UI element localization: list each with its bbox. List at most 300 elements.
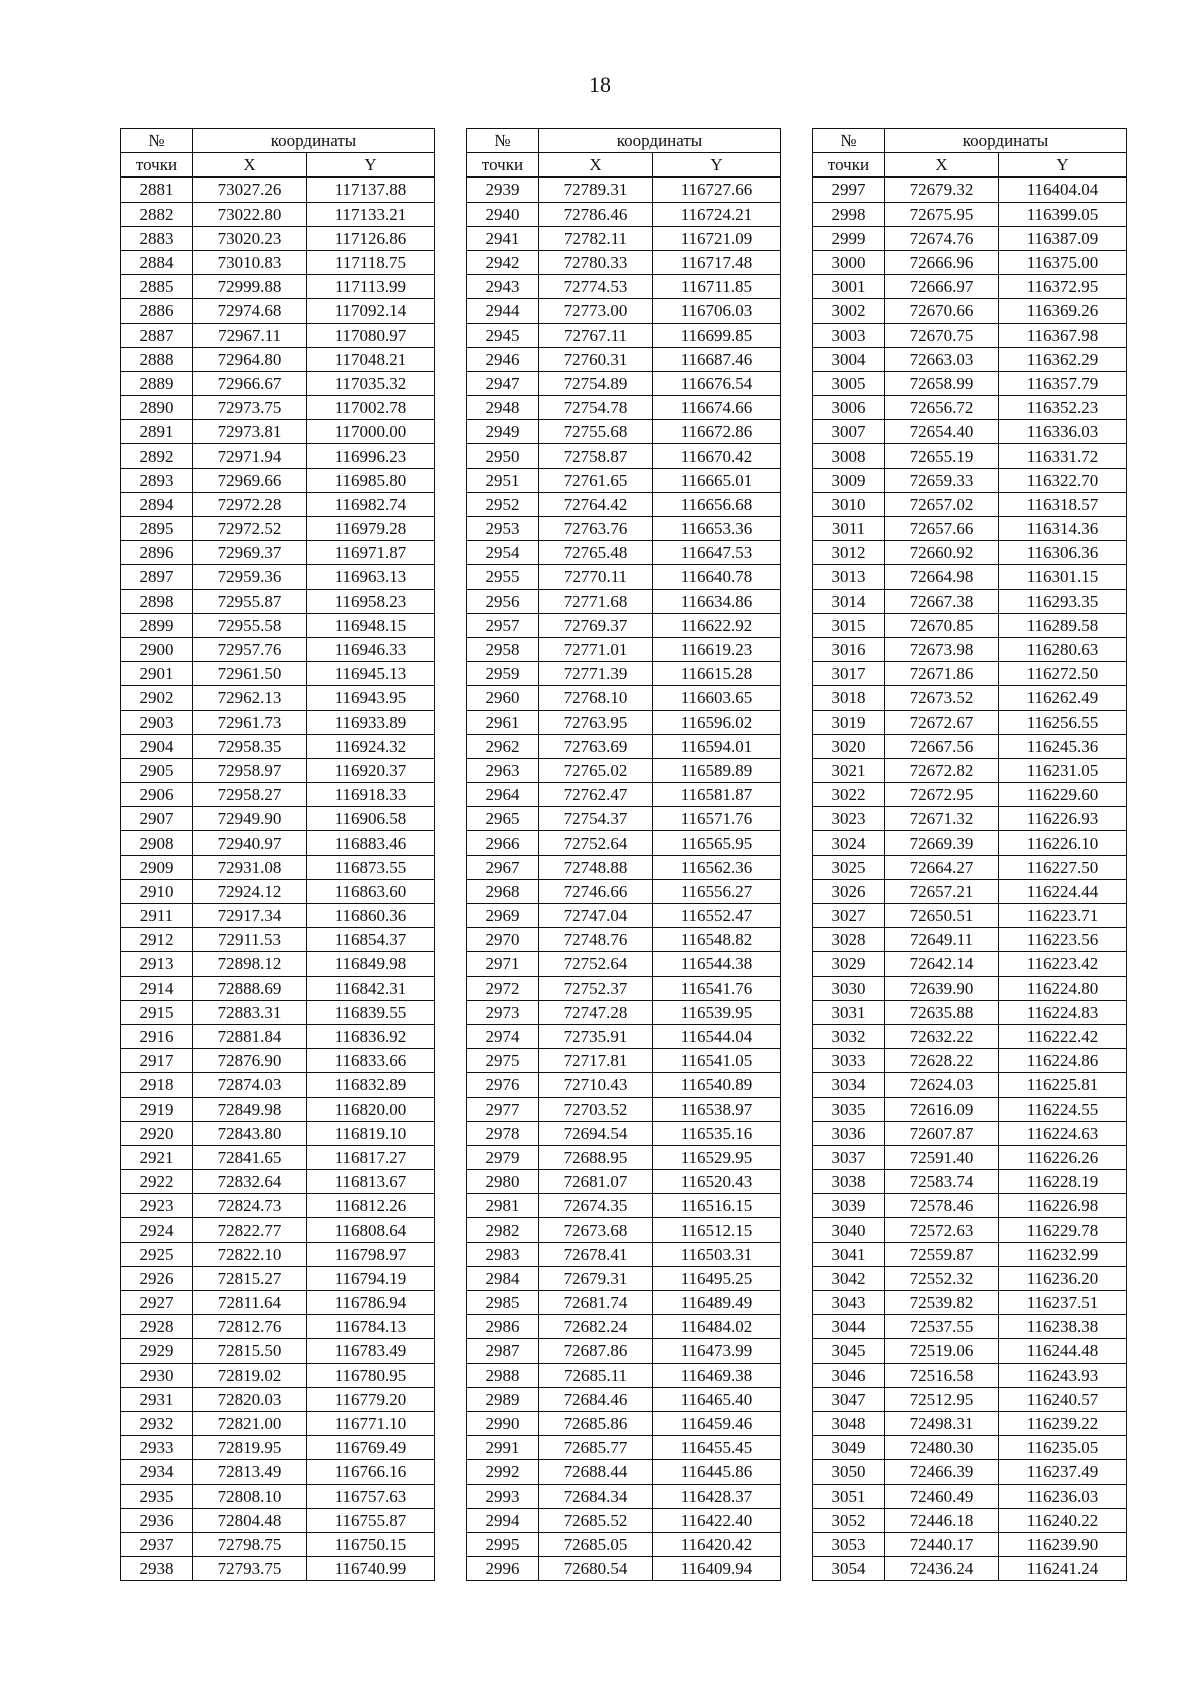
y-coordinate-cell: 116750.15	[307, 1532, 435, 1556]
x-coordinate-cell: 72685.52	[539, 1508, 653, 1532]
y-coordinate-cell: 116293.35	[999, 589, 1127, 613]
point-number-cell: 2918	[121, 1073, 193, 1097]
y-coordinate-cell: 116229.78	[999, 1218, 1127, 1242]
y-coordinate-cell: 116963.13	[307, 565, 435, 589]
y-coordinate-cell: 116512.15	[653, 1218, 781, 1242]
y-coordinate-cell: 116331.72	[999, 444, 1127, 468]
point-number-cell: 2895	[121, 517, 193, 541]
point-number-cell: 2923	[121, 1194, 193, 1218]
x-coordinate-cell: 72761.65	[539, 468, 653, 492]
point-number-cell: 2927	[121, 1291, 193, 1315]
table-row	[121, 613, 435, 637]
x-coordinate-cell: 72656.72	[885, 396, 999, 420]
table-body	[813, 177, 1127, 1580]
y-coordinate-cell: 116711.85	[653, 275, 781, 299]
point-number-cell: 3027	[813, 904, 885, 928]
y-coordinate-cell: 116541.05	[653, 1049, 781, 1073]
x-coordinate-cell: 72682.24	[539, 1315, 653, 1339]
y-coordinate-cell: 116771.10	[307, 1411, 435, 1435]
point-number-cell: 2950	[467, 444, 539, 468]
point-number-cell: 2885	[121, 275, 193, 299]
x-coordinate-cell: 72815.27	[193, 1266, 307, 1290]
y-coordinate-cell: 116224.83	[999, 1000, 1127, 1024]
y-coordinate-cell: 117002.78	[307, 396, 435, 420]
point-number-cell: 3019	[813, 710, 885, 734]
point-number-cell: 2934	[121, 1460, 193, 1484]
table-row	[121, 1121, 435, 1145]
point-number-cell: 2928	[121, 1315, 193, 1339]
x-coordinate-cell: 72815.50	[193, 1339, 307, 1363]
y-coordinate-cell: 116336.03	[999, 420, 1127, 444]
point-number-cell: 2972	[467, 976, 539, 1000]
table-row	[467, 517, 781, 541]
point-number-cell: 2971	[467, 952, 539, 976]
table-row	[467, 275, 781, 299]
table-row	[813, 1315, 1127, 1339]
x-coordinate-cell: 72819.95	[193, 1436, 307, 1460]
x-coordinate-cell: 72955.58	[193, 613, 307, 637]
x-coordinate-cell: 72673.98	[885, 637, 999, 661]
y-coordinate-cell: 116971.87	[307, 541, 435, 565]
table-row	[121, 879, 435, 903]
table-row	[121, 1097, 435, 1121]
x-coordinate-cell: 72578.46	[885, 1194, 999, 1218]
x-coordinate-cell: 72660.92	[885, 541, 999, 565]
point-number-cell: 3007	[813, 420, 885, 444]
table-row	[813, 226, 1127, 250]
table-row	[813, 541, 1127, 565]
x-coordinate-cell: 72804.48	[193, 1508, 307, 1532]
y-coordinate-cell: 117137.88	[307, 177, 435, 202]
y-coordinate-cell: 116687.46	[653, 347, 781, 371]
y-coordinate-cell: 116224.80	[999, 976, 1127, 1000]
x-coordinate-cell: 72539.82	[885, 1291, 999, 1315]
table-row	[813, 976, 1127, 1000]
table-row	[121, 1049, 435, 1073]
table-row	[813, 323, 1127, 347]
y-coordinate-cell: 116674.66	[653, 396, 781, 420]
x-coordinate-cell: 72460.49	[885, 1484, 999, 1508]
point-number-cell: 2908	[121, 831, 193, 855]
coordinates-table	[120, 128, 435, 1581]
x-coordinate-cell: 72973.75	[193, 396, 307, 420]
x-coordinate-cell: 72760.31	[539, 347, 653, 371]
y-coordinate-cell: 116539.95	[653, 1000, 781, 1024]
table-row	[813, 347, 1127, 371]
x-coordinate-cell: 72874.03	[193, 1073, 307, 1097]
table-row	[121, 1387, 435, 1411]
point-number-cell: 2976	[467, 1073, 539, 1097]
table-row	[467, 831, 781, 855]
table-row	[467, 177, 781, 202]
point-number-cell: 2894	[121, 492, 193, 516]
x-coordinate-cell: 72755.68	[539, 420, 653, 444]
y-coordinate-cell: 116769.49	[307, 1436, 435, 1460]
x-coordinate-cell: 72752.64	[539, 952, 653, 976]
x-coordinate-cell: 72670.66	[885, 299, 999, 323]
point-number-cell: 2936	[121, 1508, 193, 1532]
x-coordinate-cell: 72687.86	[539, 1339, 653, 1363]
table-row	[121, 1145, 435, 1169]
y-coordinate-cell: 116755.87	[307, 1508, 435, 1532]
y-coordinate-cell: 116819.10	[307, 1121, 435, 1145]
point-number-cell: 3013	[813, 565, 885, 589]
table-row	[121, 637, 435, 661]
point-number-cell: 3037	[813, 1145, 885, 1169]
x-coordinate-cell: 72657.66	[885, 517, 999, 541]
y-coordinate-cell: 116676.54	[653, 371, 781, 395]
y-coordinate-cell: 116357.79	[999, 371, 1127, 395]
point-number-cell: 2897	[121, 565, 193, 589]
table-row	[121, 323, 435, 347]
table-row	[121, 1194, 435, 1218]
x-coordinate-cell: 72754.37	[539, 807, 653, 831]
point-number-cell: 2896	[121, 541, 193, 565]
table-row	[121, 758, 435, 782]
table-row	[813, 517, 1127, 541]
table-row	[467, 1170, 781, 1194]
table-row	[467, 396, 781, 420]
point-number-cell: 3022	[813, 783, 885, 807]
x-coordinate-cell: 72762.47	[539, 783, 653, 807]
y-coordinate-cell: 116924.32	[307, 734, 435, 758]
x-coordinate-cell: 72512.95	[885, 1387, 999, 1411]
table-row	[813, 1508, 1127, 1532]
point-number-cell: 2903	[121, 710, 193, 734]
y-coordinate-cell: 116236.03	[999, 1484, 1127, 1508]
point-number-cell: 2922	[121, 1170, 193, 1194]
point-number-cell: 2996	[467, 1557, 539, 1581]
table-row	[813, 855, 1127, 879]
point-number-cell: 2991	[467, 1436, 539, 1460]
y-coordinate-cell: 116603.65	[653, 686, 781, 710]
y-coordinate-cell: 117080.97	[307, 323, 435, 347]
x-coordinate-cell: 72798.75	[193, 1532, 307, 1556]
y-coordinate-cell: 116740.99	[307, 1557, 435, 1581]
point-number-cell: 2907	[121, 807, 193, 831]
table-row	[813, 1339, 1127, 1363]
x-coordinate-cell: 72685.05	[539, 1532, 653, 1556]
table-row	[467, 1484, 781, 1508]
x-coordinate-cell: 72672.82	[885, 758, 999, 782]
point-number-cell: 2891	[121, 420, 193, 444]
point-number-cell: 3002	[813, 299, 885, 323]
x-coordinate-cell: 72678.41	[539, 1242, 653, 1266]
x-coordinate-cell: 72832.64	[193, 1170, 307, 1194]
point-number-cell: 2941	[467, 226, 539, 250]
point-number-cell: 3024	[813, 831, 885, 855]
table-row	[121, 807, 435, 831]
y-coordinate-cell: 116727.66	[653, 177, 781, 202]
x-coordinate-cell: 72764.42	[539, 492, 653, 516]
y-coordinate-cell: 116634.86	[653, 589, 781, 613]
table-row	[813, 1484, 1127, 1508]
y-coordinate-cell: 116860.36	[307, 904, 435, 928]
point-number-header: №	[467, 129, 539, 153]
point-number-cell: 3017	[813, 662, 885, 686]
y-coordinate-cell: 116647.53	[653, 541, 781, 565]
table-row	[121, 299, 435, 323]
point-number-cell: 3038	[813, 1170, 885, 1194]
table-row	[467, 1339, 781, 1363]
y-coordinate-cell: 116596.02	[653, 710, 781, 734]
point-number-cell: 3047	[813, 1387, 885, 1411]
table-row	[467, 1436, 781, 1460]
y-coordinate-cell: 116946.33	[307, 637, 435, 661]
point-number-cell: 3021	[813, 758, 885, 782]
x-coordinate-cell: 72771.39	[539, 662, 653, 686]
y-coordinate-cell: 116842.31	[307, 976, 435, 1000]
point-number-cell: 2998	[813, 202, 885, 226]
point-number-cell: 2916	[121, 1024, 193, 1048]
table-row	[467, 468, 781, 492]
point-number-cell: 3001	[813, 275, 885, 299]
x-coordinate-cell: 72770.11	[539, 565, 653, 589]
x-coordinate-cell: 72671.86	[885, 662, 999, 686]
table-row	[813, 468, 1127, 492]
table-row	[813, 1000, 1127, 1024]
table-row	[467, 1508, 781, 1532]
x-coordinate-cell: 72710.43	[539, 1073, 653, 1097]
table-row	[467, 371, 781, 395]
point-number-header: №	[813, 129, 885, 153]
x-coordinate-cell: 72969.37	[193, 541, 307, 565]
y-coordinate-cell: 116222.42	[999, 1024, 1127, 1048]
table-row	[813, 444, 1127, 468]
x-coordinate-cell: 72765.48	[539, 541, 653, 565]
x-coordinate-cell: 72758.87	[539, 444, 653, 468]
point-number-cell: 3026	[813, 879, 885, 903]
x-coordinate-cell: 72752.64	[539, 831, 653, 855]
y-coordinate-cell: 116943.95	[307, 686, 435, 710]
y-coordinate-cell: 116237.49	[999, 1460, 1127, 1484]
y-coordinate-cell: 116237.51	[999, 1291, 1127, 1315]
table-row	[467, 1291, 781, 1315]
table-row	[121, 492, 435, 516]
x-coordinate-cell: 72664.98	[885, 565, 999, 589]
point-number-cell: 3012	[813, 541, 885, 565]
point-number-cell: 2975	[467, 1049, 539, 1073]
table-row	[121, 855, 435, 879]
y-coordinate-cell: 116484.02	[653, 1315, 781, 1339]
y-coordinate-cell: 116839.55	[307, 1000, 435, 1024]
point-number-cell: 2948	[467, 396, 539, 420]
table-row	[467, 662, 781, 686]
x-coordinate-cell: 72883.31	[193, 1000, 307, 1024]
point-number-cell: 2966	[467, 831, 539, 855]
y-coordinate-cell: 116262.49	[999, 686, 1127, 710]
point-number-cell: 2969	[467, 904, 539, 928]
y-column-header: Y	[307, 153, 435, 178]
point-number-subheader: точки	[813, 153, 885, 178]
table-row	[121, 1363, 435, 1387]
x-coordinate-cell: 72808.10	[193, 1484, 307, 1508]
x-coordinate-cell: 72917.34	[193, 904, 307, 928]
x-coordinate-cell: 72650.51	[885, 904, 999, 928]
point-number-cell: 2945	[467, 323, 539, 347]
x-coordinate-cell: 72964.80	[193, 347, 307, 371]
point-number-cell: 2984	[467, 1266, 539, 1290]
point-number-cell: 3048	[813, 1411, 885, 1435]
y-coordinate-cell: 116656.68	[653, 492, 781, 516]
y-coordinate-cell: 116226.26	[999, 1145, 1127, 1169]
x-coordinate-cell: 72694.54	[539, 1121, 653, 1145]
x-coordinate-cell: 72681.07	[539, 1170, 653, 1194]
point-number-cell: 2954	[467, 541, 539, 565]
x-coordinate-cell: 72642.14	[885, 952, 999, 976]
x-coordinate-cell: 72667.38	[885, 589, 999, 613]
table-row	[813, 1097, 1127, 1121]
point-number-cell: 2932	[121, 1411, 193, 1435]
x-coordinate-cell: 72966.67	[193, 371, 307, 395]
y-coordinate-cell: 116985.80	[307, 468, 435, 492]
x-column-header: X	[539, 153, 653, 178]
table-row	[121, 202, 435, 226]
table-row	[121, 444, 435, 468]
x-coordinate-cell: 73027.26	[193, 177, 307, 202]
x-coordinate-cell: 72591.40	[885, 1145, 999, 1169]
table-row	[121, 1339, 435, 1363]
point-number-cell: 2901	[121, 662, 193, 686]
point-number-cell: 2937	[121, 1532, 193, 1556]
x-coordinate-cell: 72949.90	[193, 807, 307, 831]
y-coordinate-cell: 116516.15	[653, 1194, 781, 1218]
table-row	[467, 976, 781, 1000]
point-number-cell: 3011	[813, 517, 885, 541]
x-coordinate-cell: 72675.95	[885, 202, 999, 226]
point-number-cell: 2993	[467, 1484, 539, 1508]
point-number-cell: 2887	[121, 323, 193, 347]
table-row	[813, 565, 1127, 589]
x-coordinate-cell: 72672.95	[885, 783, 999, 807]
x-coordinate-cell: 72931.08	[193, 855, 307, 879]
y-coordinate-cell: 116420.42	[653, 1532, 781, 1556]
y-coordinate-cell: 116873.55	[307, 855, 435, 879]
point-number-cell: 2997	[813, 177, 885, 202]
table-row	[813, 589, 1127, 613]
x-coordinate-cell: 72537.55	[885, 1315, 999, 1339]
x-coordinate-cell: 72684.46	[539, 1387, 653, 1411]
table-row	[813, 1121, 1127, 1145]
y-coordinate-cell: 116699.85	[653, 323, 781, 347]
point-number-cell: 2963	[467, 758, 539, 782]
y-coordinate-cell: 116783.49	[307, 1339, 435, 1363]
table-row	[813, 1291, 1127, 1315]
y-coordinate-cell: 116571.76	[653, 807, 781, 831]
table-row	[467, 541, 781, 565]
y-coordinate-cell: 116232.99	[999, 1242, 1127, 1266]
point-number-cell: 2917	[121, 1049, 193, 1073]
point-number-cell: 2992	[467, 1460, 539, 1484]
table-row	[467, 1049, 781, 1073]
x-coordinate-cell: 72671.32	[885, 807, 999, 831]
table-row	[467, 1000, 781, 1024]
y-coordinate-cell: 116933.89	[307, 710, 435, 734]
table-row	[121, 1170, 435, 1194]
point-number-cell: 2951	[467, 468, 539, 492]
y-coordinate-cell: 116422.40	[653, 1508, 781, 1532]
x-coordinate-cell: 72752.37	[539, 976, 653, 1000]
table-row	[121, 371, 435, 395]
table-row	[121, 420, 435, 444]
table-row	[121, 783, 435, 807]
point-number-cell: 2906	[121, 783, 193, 807]
y-coordinate-cell: 116979.28	[307, 517, 435, 541]
point-number-cell: 3054	[813, 1557, 885, 1581]
y-coordinate-cell: 117048.21	[307, 347, 435, 371]
point-number-cell: 2961	[467, 710, 539, 734]
x-coordinate-cell: 72876.90	[193, 1049, 307, 1073]
y-coordinate-cell: 117113.99	[307, 275, 435, 299]
table-body	[121, 177, 435, 1580]
y-coordinate-cell: 116780.95	[307, 1363, 435, 1387]
coordinates-header: координаты	[193, 129, 435, 153]
table-row	[467, 202, 781, 226]
point-number-cell: 2910	[121, 879, 193, 903]
x-coordinate-cell: 72685.77	[539, 1436, 653, 1460]
y-coordinate-cell: 117000.00	[307, 420, 435, 444]
table-row	[121, 396, 435, 420]
y-coordinate-cell: 116594.01	[653, 734, 781, 758]
y-coordinate-cell: 116920.37	[307, 758, 435, 782]
point-number-cell: 2962	[467, 734, 539, 758]
x-coordinate-cell: 72436.24	[885, 1557, 999, 1581]
x-coordinate-cell: 72821.00	[193, 1411, 307, 1435]
y-coordinate-cell: 116231.05	[999, 758, 1127, 782]
x-coordinate-cell: 72559.87	[885, 1242, 999, 1266]
table-row	[121, 565, 435, 589]
table-row	[121, 1266, 435, 1290]
point-number-cell: 3049	[813, 1436, 885, 1460]
table-row	[813, 1363, 1127, 1387]
point-number-cell: 2939	[467, 177, 539, 202]
y-coordinate-cell: 116224.63	[999, 1121, 1127, 1145]
table-row	[813, 420, 1127, 444]
table-row	[467, 1097, 781, 1121]
y-coordinate-cell: 116996.23	[307, 444, 435, 468]
x-coordinate-cell: 72663.03	[885, 347, 999, 371]
x-coordinate-cell: 72911.53	[193, 928, 307, 952]
x-coordinate-cell: 72519.06	[885, 1339, 999, 1363]
point-number-cell: 3035	[813, 1097, 885, 1121]
point-number-cell: 2904	[121, 734, 193, 758]
table-row	[813, 275, 1127, 299]
y-coordinate-cell: 116836.92	[307, 1024, 435, 1048]
y-coordinate-cell: 116239.90	[999, 1532, 1127, 1556]
x-coordinate-cell: 72552.32	[885, 1266, 999, 1290]
y-coordinate-cell: 116245.36	[999, 734, 1127, 758]
table-row	[121, 347, 435, 371]
point-number-cell: 2988	[467, 1363, 539, 1387]
point-number-cell: 2959	[467, 662, 539, 686]
y-coordinate-cell: 116301.15	[999, 565, 1127, 589]
point-number-cell: 3023	[813, 807, 885, 831]
x-coordinate-cell: 73022.80	[193, 202, 307, 226]
point-number-cell: 2970	[467, 928, 539, 952]
y-coordinate-cell: 116786.94	[307, 1291, 435, 1315]
x-coordinate-cell: 72822.10	[193, 1242, 307, 1266]
x-coordinate-cell: 72754.89	[539, 371, 653, 395]
table-row	[121, 250, 435, 274]
y-coordinate-cell: 116619.23	[653, 637, 781, 661]
x-coordinate-cell: 72688.44	[539, 1460, 653, 1484]
x-coordinate-cell: 72664.27	[885, 855, 999, 879]
x-coordinate-cell: 72849.98	[193, 1097, 307, 1121]
x-coordinate-cell: 72780.33	[539, 250, 653, 274]
point-number-cell: 2953	[467, 517, 539, 541]
page-number: 18	[589, 72, 611, 97]
point-number-cell: 2958	[467, 637, 539, 661]
